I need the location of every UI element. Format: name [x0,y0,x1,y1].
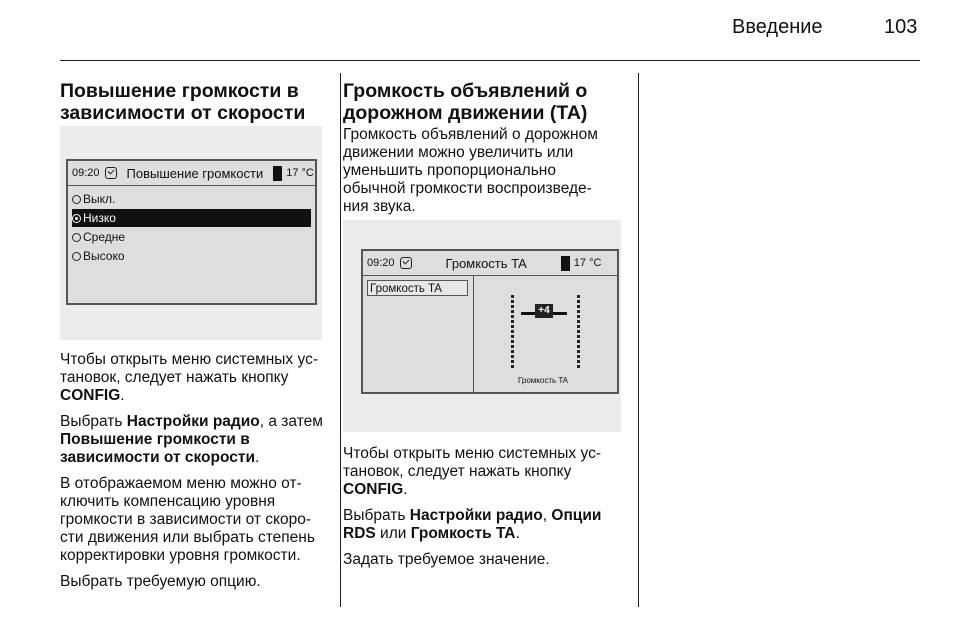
volume-scale-right [577,295,580,370]
left-column [60,80,335,124]
left-body [60,351,338,599]
paragraph: В отображаемом меню можно от- ключить компенсацию уровня громкости в зависимости от скоро- сти движения или выбрать степень корректировки уровня громкости. [60,475,315,564]
check-icon [105,167,117,179]
display-screen [66,159,317,305]
list-item-ta-volume[interactable]: Громкость TA [367,280,468,296]
status-bar [68,161,315,186]
paragraph: Выбрать Настройки радио, а затем Повышение громкости в зависимости от скорости. [60,413,323,466]
column-divider-1 [340,73,341,607]
right-body [343,445,635,577]
radio-icon [72,233,81,242]
temperature: 17 °C [286,167,314,179]
radio-icon [72,252,81,261]
battery-icon [561,256,570,271]
paragraph: Чтобы открыть меню системных ус- тановок, следует нажать кнопку CONFIG. [343,445,601,498]
option-low-selected[interactable]: Низко [72,209,311,227]
paragraph: Выбрать требуемую опцию. [60,573,261,590]
check-icon [400,257,412,269]
volume-scale-left [511,295,514,370]
pane-divider [473,275,474,392]
paragraph: Чтобы открыть меню системных ус- тановок, следует нажать кнопку CONFIG. [60,351,318,404]
left-heading: Повышение громкости в зависимости от скорости [60,80,306,124]
radio-icon [72,195,81,204]
left-screenshot [60,126,322,340]
column-divider-2 [638,73,639,607]
right-screenshot [343,220,621,432]
paragraph: Громкость объявлений о дорожном движении можно увеличить или уменьшить пропорционально обычной громкости воспроизведе- ния звука. [343,126,598,215]
section-title: Введение [732,16,823,38]
right-column [343,80,633,224]
right-heading: Громкость объявлений о дорожном движении (TA) [343,80,588,124]
paragraph: Задать требуемое значение. [343,551,550,568]
paragraph: Выбрать Настройки радио, Опции RDS или Громкость TA. [343,507,602,542]
page-number: 103 [884,16,918,38]
header-rule [60,60,920,61]
display-screen [361,249,619,394]
screen-title: Повышение громкости [126,165,264,181]
status-bar [363,251,617,276]
slider-thumb-value[interactable]: +4 [535,304,553,318]
option-off[interactable]: Выкл. [72,190,115,208]
clock: 09:20 [72,167,100,179]
option-medium[interactable]: Средне [72,228,125,246]
option-high[interactable]: Высоко [72,247,125,265]
temperature: 17 °C [573,257,602,269]
battery-icon [273,166,282,181]
slider-caption: Громкость TA [518,376,569,385]
clock: 09:20 [367,257,395,269]
radio-selected-icon [72,214,81,223]
screen-title: Громкость TA [445,255,527,271]
